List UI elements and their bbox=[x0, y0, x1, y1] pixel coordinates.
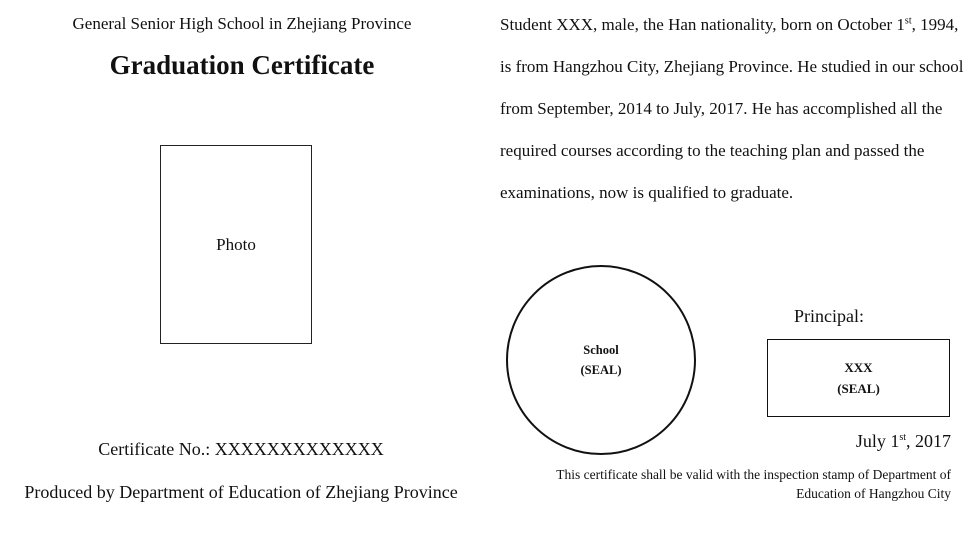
issue-date-suffix: , 2017 bbox=[906, 431, 951, 451]
photo-placeholder bbox=[160, 145, 312, 344]
certificate-body-part2: , 1994, is from Hangzhou City, Zhejiang Province. He studied in our school from September, 2014 to July, 2017. He has accomplished all the required courses according to the teaching plan and passed the examinations, now is qualified to graduate. bbox=[500, 15, 964, 202]
certificate-body-part1: Student XXX, male, the Han nationality, born on October 1 bbox=[500, 15, 905, 34]
school-seal bbox=[506, 265, 696, 455]
photo-label: Photo bbox=[216, 234, 256, 254]
school-name: General Senior High School in Zhejiang Province bbox=[72, 14, 412, 33]
certificate-title: Graduation Certificate bbox=[109, 50, 375, 80]
school-seal-name: School bbox=[583, 343, 619, 357]
certificate-number-label: Certificate No.: bbox=[98, 439, 211, 459]
certificate-number bbox=[0, 439, 482, 460]
school-seal-tag: (SEAL) bbox=[580, 363, 622, 377]
produced-by: Produced by Department of Education of Zhejiang Province bbox=[24, 482, 458, 502]
principal-seal-tag: (SEAL) bbox=[837, 381, 880, 396]
issue-date bbox=[856, 431, 951, 452]
issue-date-prefix: July 1 bbox=[855, 431, 900, 451]
certificate-number-value: XXXXXXXXXXXXX bbox=[214, 439, 384, 459]
principal-seal-name: XXX bbox=[844, 360, 873, 375]
principal-label: Principal: bbox=[794, 306, 864, 326]
principal-seal bbox=[767, 339, 950, 417]
validity-note: This certificate shall be valid with the inspection stamp of Department of Education of Hangzhou City bbox=[556, 467, 951, 501]
certificate-body-ordinal: st bbox=[904, 15, 912, 27]
issue-date-ordinal: st bbox=[899, 432, 906, 443]
certificate-body bbox=[500, 4, 970, 214]
